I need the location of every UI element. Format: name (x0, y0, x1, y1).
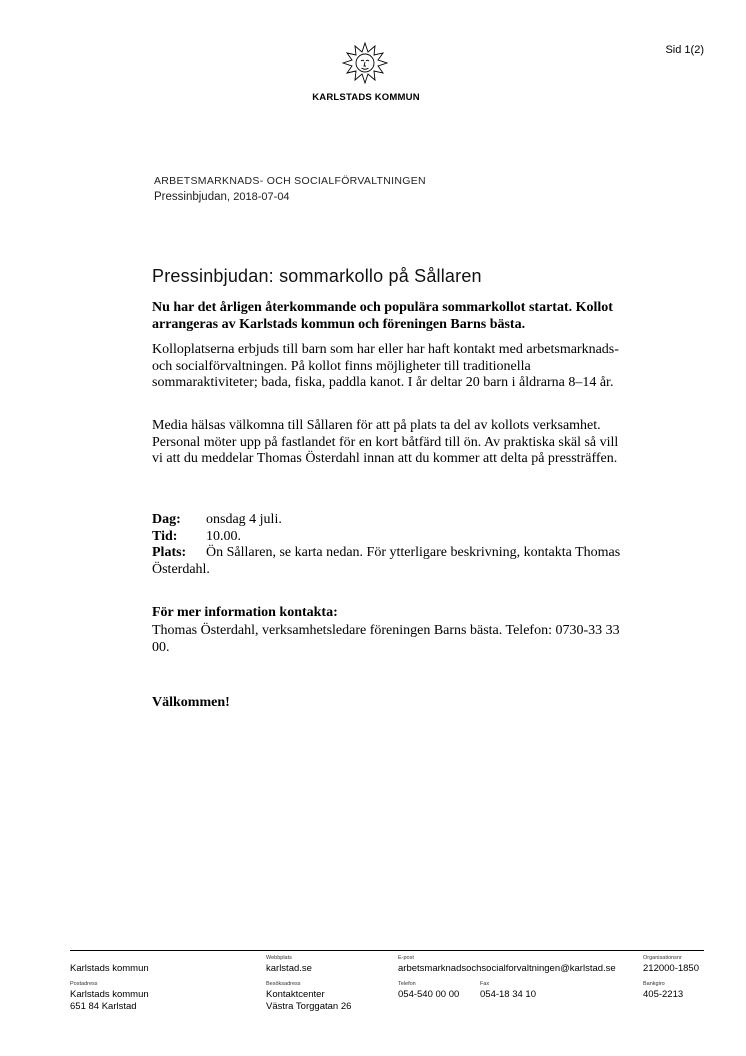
detail-place (152, 545, 622, 578)
department-name: ARBETSMARKNADS- OCH SOCIALFÖRVALTNINGEN (154, 175, 426, 187)
document-type-line (154, 191, 290, 203)
footer-bankgiro-label: Bankgiro (643, 981, 665, 987)
footer-web-link[interactable]: karlstad.se (266, 963, 312, 974)
footer-bankgiro-value: 405-2213 (643, 989, 684, 1000)
logo-wordmark: KARLSTADS KOMMUN (312, 92, 420, 103)
document-type: Pressinbjudan, (154, 191, 231, 203)
place-value: Ön Sållaren, se karta nedan. För ytterligare beskrivning, kontakta Thomas Österdahl. (152, 545, 621, 577)
footer-fax-value: 054-18 34 10 (480, 989, 536, 1000)
day-value: onsdag 4 juli. (206, 512, 282, 527)
body-paragraph-2: Media hälsas välkomna till Sållaren för att på plats ta del av kollots verksamhet. Personal möter upp på fastlandet för en kort båtfärd till ön. Av praktiska skäl så vill vi att du meddelar Thomas Österdahl innan att du kommer att delta på pressträffen. (152, 418, 619, 466)
footer-phone-value: 054-540 00 00 (398, 989, 460, 1000)
footer-fax-label: Fax (480, 981, 490, 987)
document-date: 2018-07-04 (233, 191, 290, 203)
page-number: Sid 1(2) (665, 44, 704, 56)
footer-email-label: E-post (398, 955, 414, 961)
detail-day (152, 512, 622, 529)
footer-divider (70, 950, 704, 951)
contact-text: Thomas Österdahl, verksamhetsledare föreningen Barns bästa. Telefon: 0730-33 33 00. (152, 623, 620, 655)
place-label: Plats: (152, 545, 187, 560)
footer-postal-line1: Karlstads kommun (70, 989, 149, 1000)
footer-visit-label: Besöksadress (266, 981, 301, 987)
footer-phone-label: Telefon (398, 981, 416, 987)
detail-time (152, 529, 622, 546)
footer-orgnr-label: Organisationsnr (643, 955, 682, 961)
footer-postal-line2: 651 84 Karlstad (70, 1001, 137, 1012)
time-label: Tid: (152, 528, 178, 544)
contact-heading: För mer information kontakta: (152, 605, 338, 620)
footer-org-name: Karlstads kommun (70, 963, 149, 974)
time-value: 10.00. (206, 528, 241, 544)
day-label: Dag: (152, 512, 181, 527)
footer-orgnr-value: 212000-1850 (643, 963, 699, 974)
welcome-text: Välkommen! (152, 695, 230, 710)
footer-email-link[interactable]: arbetsmarknadsochsocialforvaltningen@karlstad.se (398, 963, 616, 974)
footer-web-label: Webbplats (266, 955, 292, 961)
event-details (152, 512, 622, 578)
footer-visit-line1: Kontaktcenter (266, 989, 325, 1000)
page-title: Pressinbjudan: sommarkollo på Sållaren (152, 266, 482, 286)
footer-postal-label: Postadress (70, 981, 98, 987)
body-paragraph-1: Kolloplatserna erbjuds till barn som har eller har haft kontakt med arbetsmarknads- och socialförvaltningen. På kollot finns möjligheter till traditionella sommaraktiviteter; bada, fiska, paddla kanot. I år deltar 20 barn i åldrarna 8–14 år. (152, 342, 619, 390)
footer-visit-line2: Västra Torggatan 26 (266, 1001, 352, 1012)
sun-face-icon (342, 42, 388, 86)
lead-paragraph: Nu har det årligen återkommande och populära sommarkollot startat. Kollot arrangeras av Karlstads kommun och föreningen Barns bästa. (152, 300, 613, 332)
